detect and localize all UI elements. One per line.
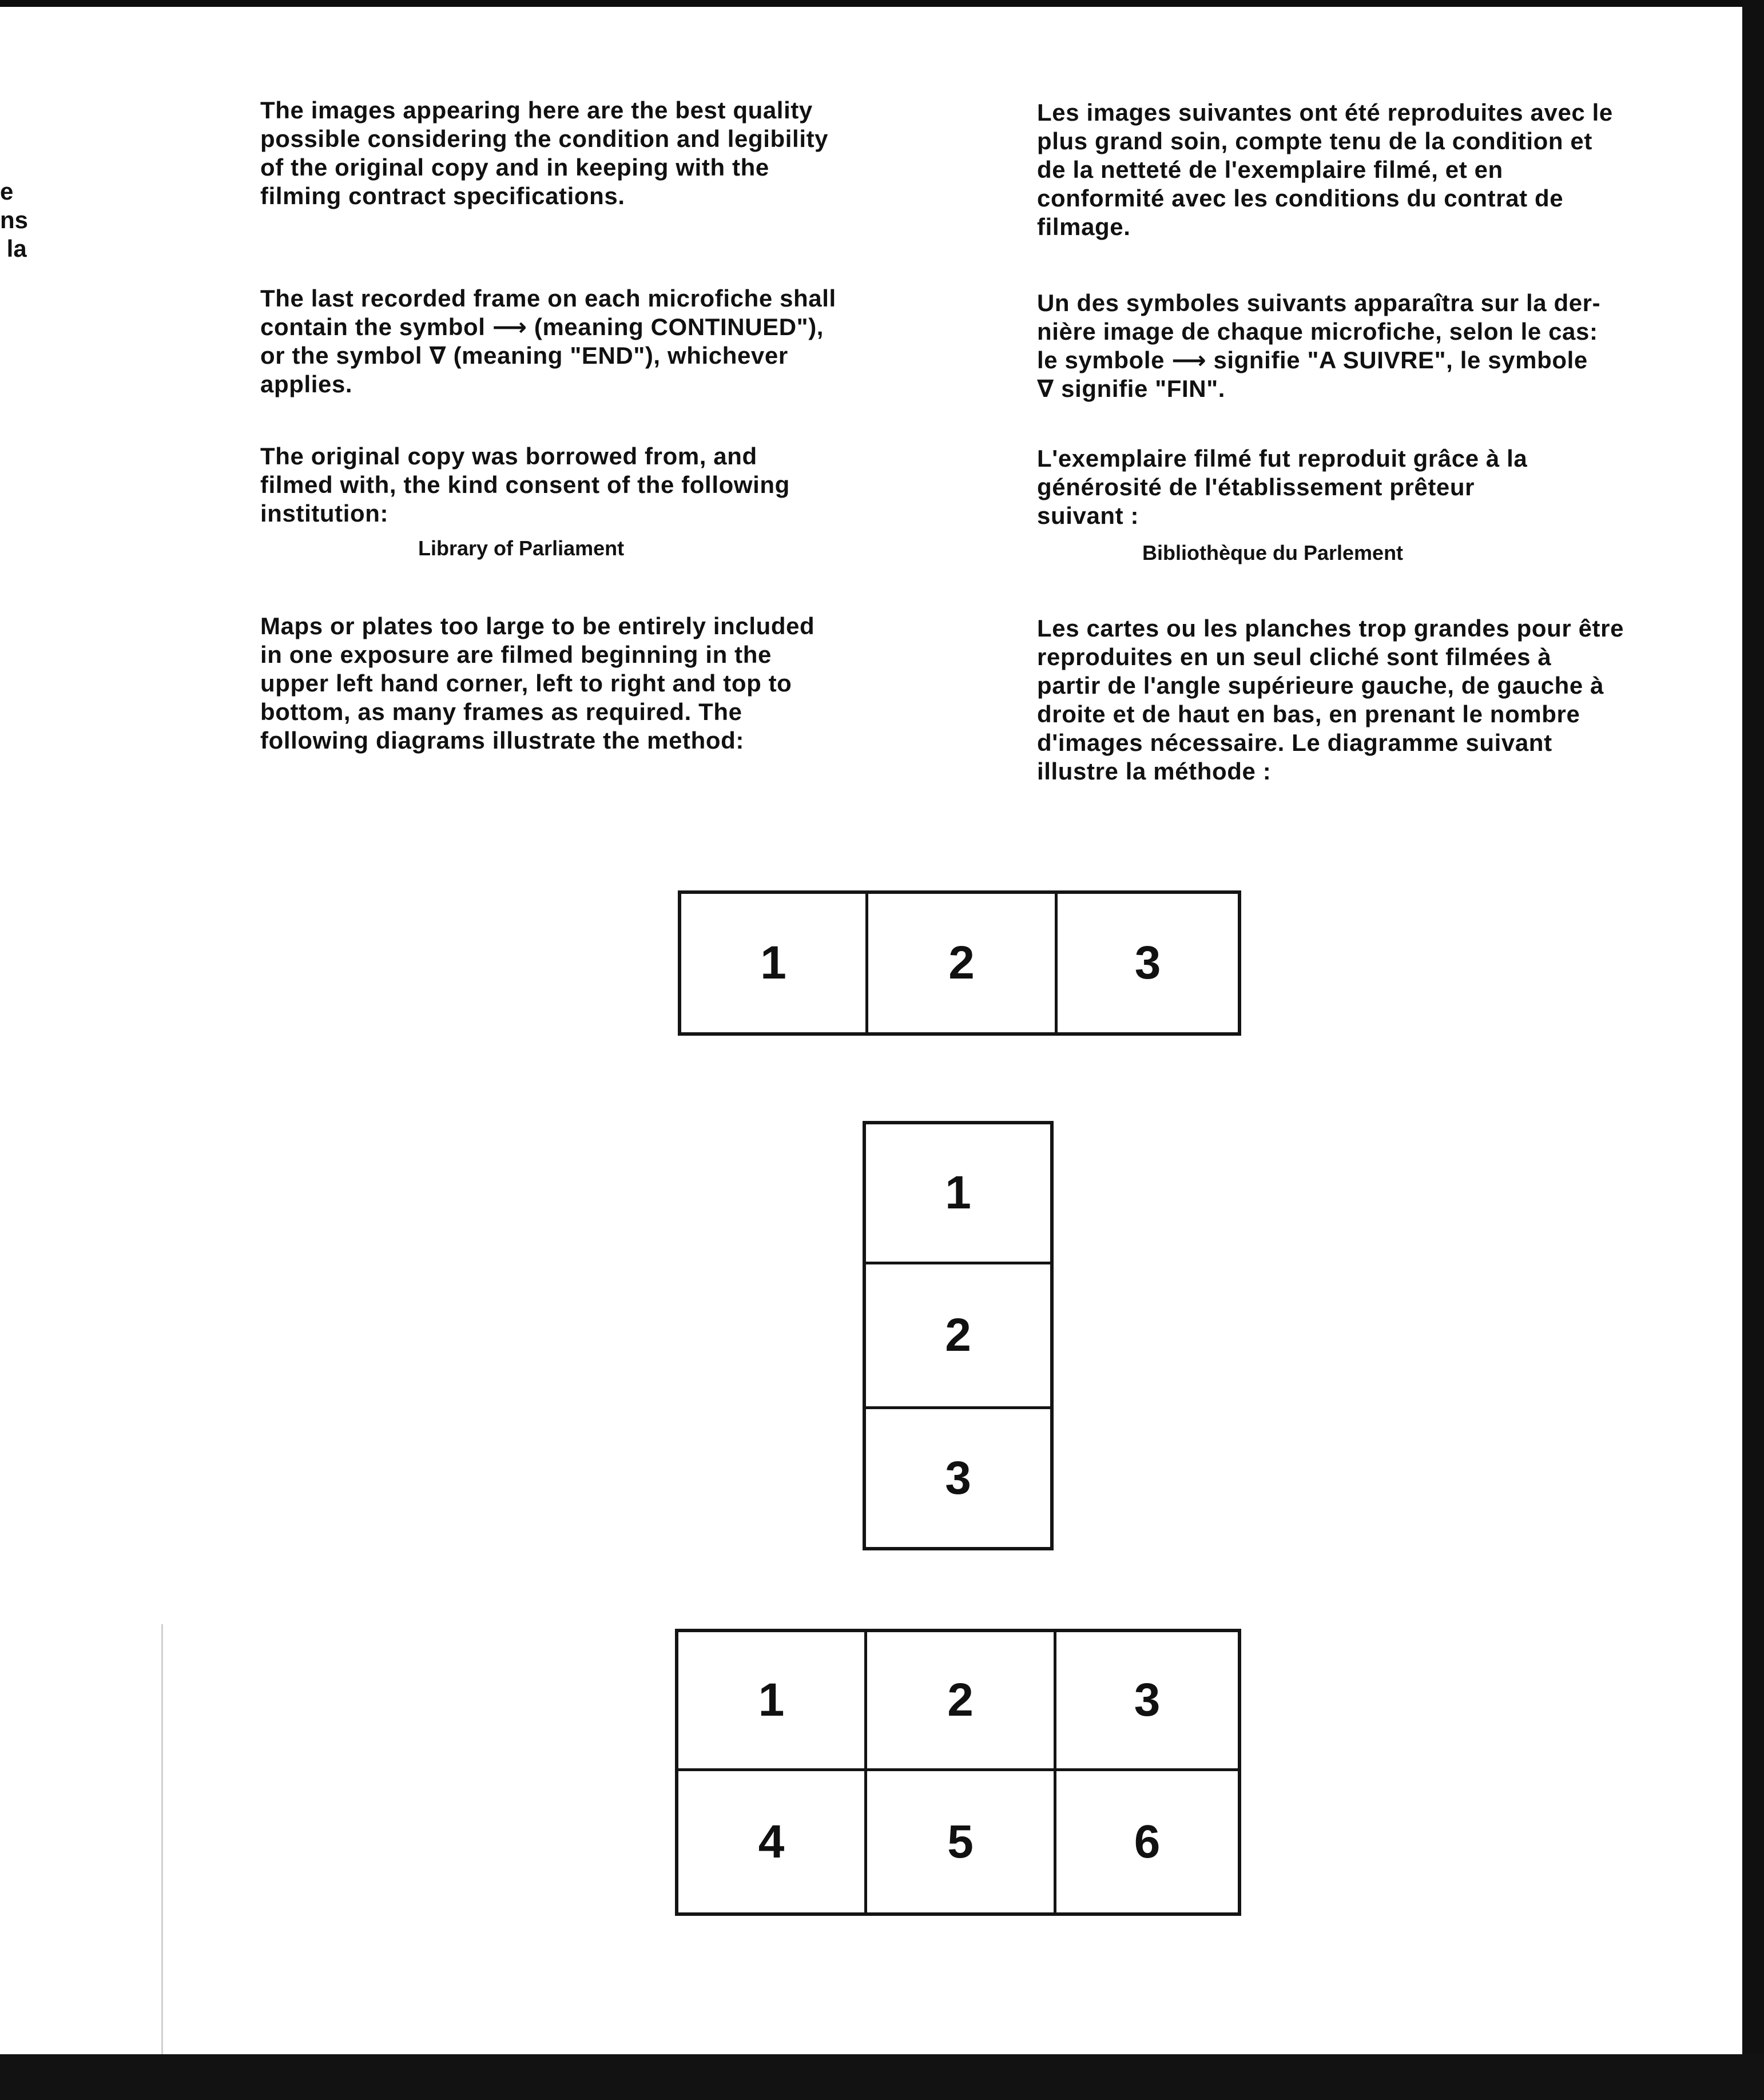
frame-cell: 2 [948,937,975,989]
frame-cell: 2 [947,1674,974,1726]
frame-cell: 2 [945,1309,971,1361]
en-quality-paragraph: The images appearing here are the best quality possible considering the condition and legibility of the original copy and in keeping with the filming contract specifications. [260,97,829,209]
frame-cell: 1 [758,1674,785,1726]
frame-cell: 3 [1134,937,1161,989]
fr-maps-paragraph: Les cartes ou les planches trop grandes pour être reproduites en un seul cliché sont filmées à partir de l'angle supérieure gauche, de gauche à droite et de haut en bas, en prenant le nombre d'images nécessaire. Le diagramme suivant illustre la méthode : [1037,615,1624,785]
page-edge-line [161,1624,163,2054]
scan-top-border [0,0,1764,7]
en-maps-paragraph: Maps or plates too large to be entirely included in one exposure are filmed beginning in the upper left hand corner, left to right and top to bottom, as many frames as required. The following diagrams illustrate the method: [260,612,815,754]
frame-cell: 3 [1134,1674,1161,1726]
fr-borrowed-paragraph: L'exemplaire filmé fut reproduit grâce à la générosité de l'établissement prêteur suivant : [1037,445,1528,529]
horizontal-frames-diagram [678,890,1241,1036]
en-symbols-paragraph: The last recorded frame on each microfiche shall contain the symbol ⟶ (meaning CONTINUED"), or the symbol ∇ (meaning "END"), whichever applies. [260,285,836,397]
cut-off-text-fragment: e ns la [0,178,29,262]
frame-cell: 5 [947,1815,974,1868]
fr-quality-paragraph: Les images suivantes ont été reproduites avec le plus grand soin, compte tenu de la condition et de la netteté de l'exemplaire filmé, et en conformité avec les conditions du contrat de filmage. [1037,99,1613,240]
fr-symbols-paragraph: Un des symboles suivants apparaîtra sur la der- nière image de chaque microfiche, selon le cas: le symbole ⟶ signifie "A SUIVRE", le symbole ∇ signifie "FIN". [1037,289,1601,402]
frame-cell: 4 [758,1815,785,1868]
fr-institution-name: Bibliothèque du Parlement [1142,541,1404,564]
scan-bottom-border [0,2054,1764,2100]
frame-cell: 1 [945,1167,971,1219]
vertical-frames-diagram [863,1121,1054,1550]
frame-cell: 3 [945,1451,971,1504]
en-borrowed-paragraph: The original copy was borrowed from, and filmed with, the kind consent of the following institution: [260,443,790,527]
frame-cell: 1 [760,937,786,989]
frame-cell: 6 [1134,1815,1161,1868]
en-institution-name: Library of Parliament [418,536,625,560]
scan-right-border [1742,0,1764,2100]
grid-frames-diagram [675,1629,1241,1916]
